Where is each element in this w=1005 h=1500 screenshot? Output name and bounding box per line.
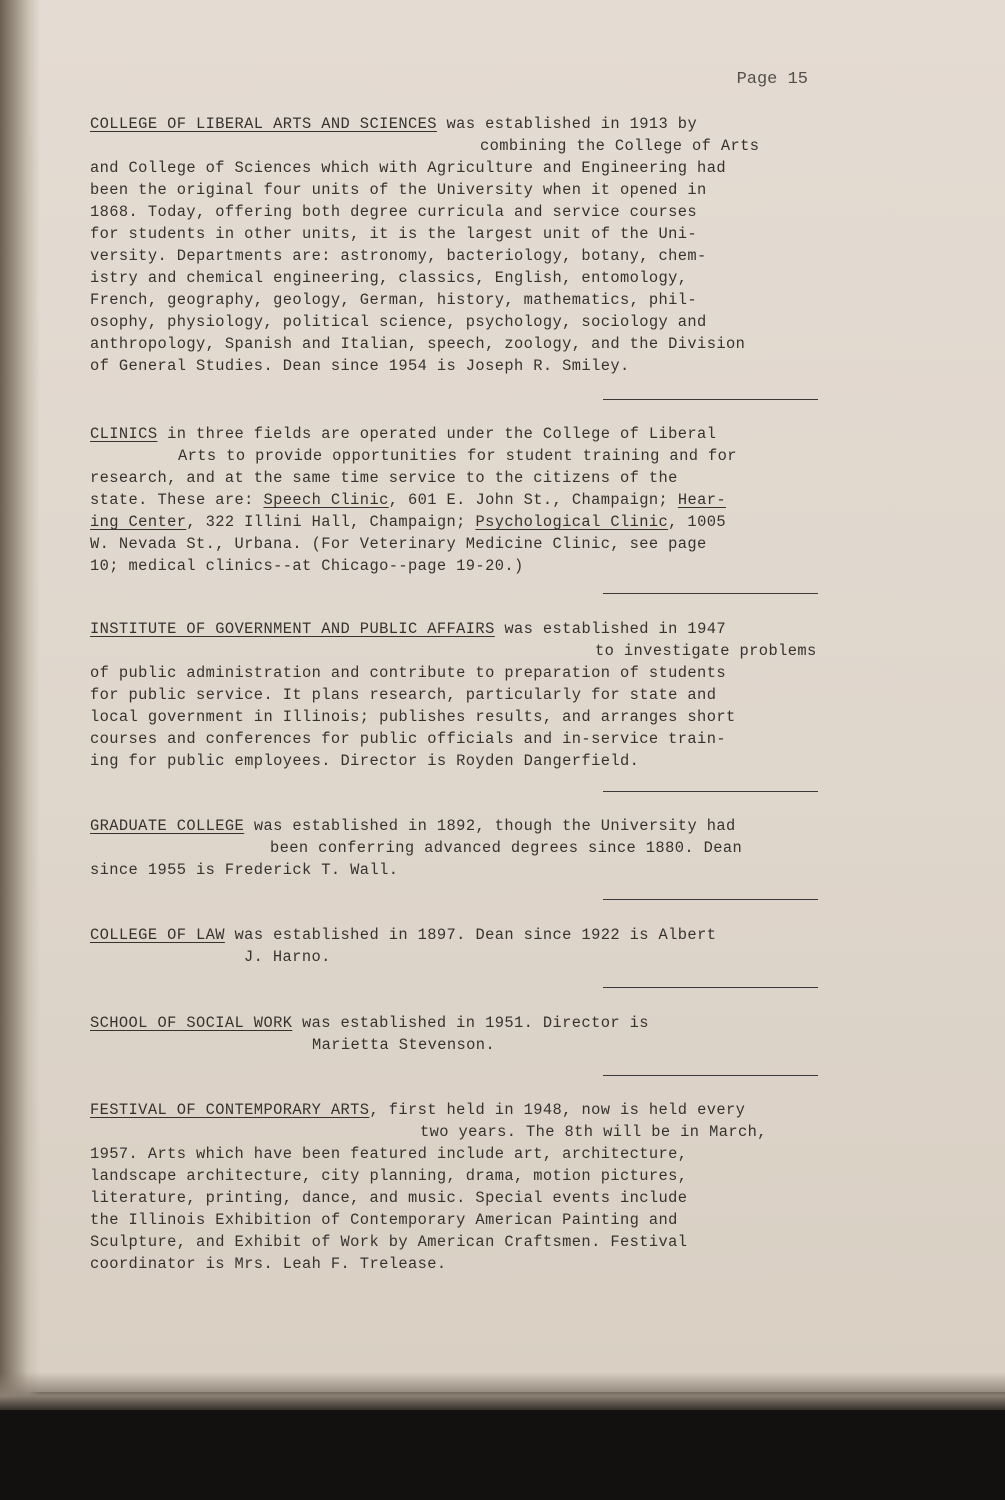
section-clinics	[90, 423, 822, 577]
text-fragment: , 322 Illini Hall, Champaign;	[186, 513, 476, 531]
section-title: FESTIVAL OF CONTEMPORARY ARTS	[90, 1101, 370, 1119]
section-divider	[603, 593, 818, 594]
text-line: versity. Departments are: astronomy, bacteriology, botany, chem-	[90, 247, 707, 265]
text-line: was established in 1951. Director is	[292, 1014, 649, 1032]
text-line: anthropology, Spanish and Italian, speech, zoology, and the Division	[90, 335, 746, 353]
text-line: local government in Illinois; publishes results, and arranges short	[90, 708, 736, 726]
psychological-clinic-name: Psychological Clinic	[475, 513, 669, 531]
hearing-center-name-part2: ing Center	[90, 513, 187, 531]
text-line: Sculpture, and Exhibit of Work by American Craftsmen. Festival	[90, 1233, 688, 1251]
text-line: Marietta Stevenson.	[312, 1036, 496, 1054]
text-line: French, geography, geology, German, history, mathematics, phil-	[90, 291, 698, 309]
section-festival-arts	[90, 1099, 822, 1275]
text-line: courses and conferences for public officials and in-service train-	[90, 730, 726, 748]
text-line: , first held in 1948, now is held every	[369, 1101, 746, 1119]
text-line: istry and chemical engineering, classics, English, entomology,	[90, 269, 688, 287]
page-bottom-edge	[0, 1372, 1005, 1412]
section-title: COLLEGE OF LIBERAL ARTS AND SCIENCES	[90, 115, 437, 133]
text-line: in three fields are operated under the College of Liberal	[157, 425, 717, 443]
text-fragment: , 1005	[668, 513, 726, 531]
text-line: Arts to provide opportunities for student training and for	[178, 447, 737, 465]
section-college-of-law	[90, 924, 822, 968]
text-line: been the original four units of the University when it opened in	[90, 181, 707, 199]
text-line: osophy, physiology, political science, psychology, sociology and	[90, 313, 707, 331]
text-line: was established in 1897. Dean since 1922 is Albert	[224, 926, 717, 944]
page-number: Page 15	[736, 70, 808, 89]
text-line: for students in other units, it is the largest unit of the Uni-	[90, 225, 698, 243]
section-divider	[603, 899, 818, 900]
section-social-work	[90, 1012, 822, 1056]
text-fragment: , 601 E. John St., Champaign;	[388, 491, 678, 509]
section-title: GRADUATE COLLEGE	[90, 817, 245, 835]
text-line: since 1955 is Frederick T. Wall.	[90, 861, 399, 879]
section-title: COLLEGE OF LAW	[90, 926, 225, 944]
section-divider	[603, 399, 818, 400]
text-line: coordinator is Mrs. Leah F. Trelease.	[90, 1255, 447, 1273]
section-title: CLINICS	[90, 425, 158, 443]
text-line: for public service. It plans research, particularly for state and	[90, 686, 717, 704]
dark-background	[0, 1410, 1005, 1500]
text-line: landscape architecture, city planning, drama, motion pictures,	[90, 1167, 688, 1185]
text-line: combining the College of Arts	[480, 137, 760, 155]
text-fragment: state. These are:	[90, 491, 264, 509]
section-divider	[603, 791, 818, 792]
text-line: 1957. Arts which have been featured include art, architecture,	[90, 1145, 688, 1163]
text-line: was established in 1913 by	[436, 115, 698, 133]
section-institute-government	[90, 618, 822, 772]
text-line: was established in 1947	[494, 620, 726, 638]
text-line: of public administration and contribute to preparation of students	[90, 664, 726, 682]
hearing-center-name-part1: Hear-	[677, 491, 726, 509]
section-divider	[603, 1075, 818, 1076]
text-line: and College of Sciences which with Agriculture and Engineering had	[90, 159, 726, 177]
text-line: been conferring advanced degrees since 1880. Dean	[270, 839, 743, 857]
text-line: two years. The 8th will be in March,	[420, 1123, 767, 1141]
text-line: 1868. Today, offering both degree curricula and service courses	[90, 203, 698, 221]
binding-shadow	[0, 0, 40, 1500]
text-line: J. Harno.	[244, 948, 331, 966]
text-line: to investigate problems	[595, 642, 817, 660]
section-liberal-arts	[90, 113, 822, 377]
text-line: 10; medical clinics--at Chicago--page 19-20.)	[90, 557, 524, 575]
text-line: the Illinois Exhibition of Contemporary American Painting and	[90, 1211, 678, 1229]
text-line: was established in 1892, though the University had	[244, 817, 736, 835]
section-graduate-college	[90, 815, 822, 881]
text-line: W. Nevada St., Urbana. (For Veterinary Medicine Clinic, see page	[90, 535, 707, 553]
speech-clinic-name: Speech Clinic	[263, 491, 389, 509]
text-line: ing for public employees. Director is Royden Dangerfield.	[90, 752, 640, 770]
text-line: of General Studies. Dean since 1954 is Joseph R. Smiley.	[90, 357, 630, 375]
section-divider	[603, 987, 818, 988]
text-line: research, and at the same time service to the citizens of the	[90, 469, 678, 487]
section-title: SCHOOL OF SOCIAL WORK	[90, 1014, 293, 1032]
text-line: literature, printing, dance, and music. Special events include	[90, 1189, 688, 1207]
section-title: INSTITUTE OF GOVERNMENT AND PUBLIC AFFAIRS	[90, 620, 495, 638]
